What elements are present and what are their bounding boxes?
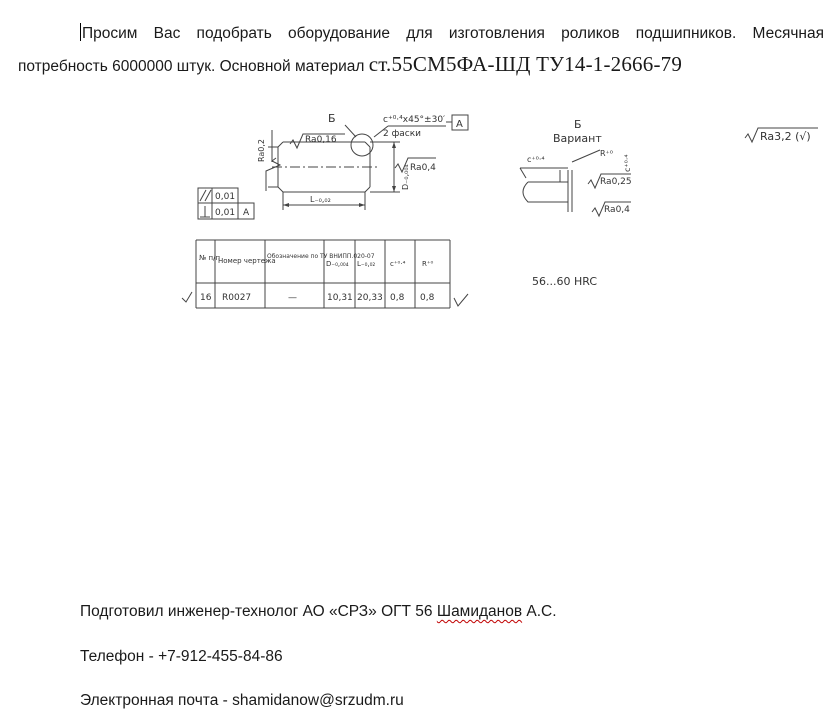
request-line-2 bbox=[18, 52, 683, 76]
general-roughness: Ra3,2 (√) bbox=[760, 130, 811, 143]
tolerance-datum: A bbox=[243, 208, 250, 218]
table-header-l: L₋₀,₀₂ bbox=[357, 260, 376, 268]
roughness-small: Ra0,2 bbox=[257, 138, 266, 162]
prepared-by-name: Шамиданов bbox=[436, 603, 523, 620]
table-header-number: № п/п bbox=[199, 254, 221, 262]
variant-label: Вариант bbox=[553, 132, 602, 145]
callout-b: Б bbox=[328, 112, 336, 125]
prepared-by-initials: А.С. bbox=[522, 603, 557, 620]
table-cell-l: 20,33 bbox=[357, 293, 383, 303]
table-cell-designation: — bbox=[288, 293, 297, 303]
roller-technical-drawing bbox=[160, 100, 811, 315]
hardness: 56...60 HRC bbox=[532, 275, 598, 288]
table-header-d: D₋₀,₀₀₄ bbox=[326, 260, 349, 268]
material-grade: ст.55СМ5ФА-ШД ТУ14-1-2666-79 bbox=[368, 52, 683, 76]
request-line-2-text: потребность 6000000 штук. Основной материал bbox=[18, 58, 365, 75]
diameter-label: D₋₀,₀₀₄ bbox=[401, 164, 410, 190]
tolerance-perpendicular: 0,01 bbox=[215, 208, 236, 218]
table-cell-c: 0,8 bbox=[390, 293, 405, 303]
variant-c2: c⁺⁰·⁴ bbox=[623, 154, 632, 172]
variant-ra1: Ra0,25 bbox=[600, 177, 632, 187]
prepared-by bbox=[80, 603, 557, 621]
roller-side-view bbox=[266, 115, 468, 210]
prepared-by-text: Подготовил инженер-технолог АО «СРЗ» ОГТ 56 bbox=[80, 603, 433, 620]
chamfer-count: 2 фаски bbox=[383, 129, 422, 139]
table-cell-drawing: R0027 bbox=[222, 293, 252, 303]
table-header-r: R⁺⁰ bbox=[422, 260, 434, 268]
roughness-end: Ra0,16 bbox=[305, 135, 337, 145]
chamfer-note: c⁺⁰·⁴x45°±30′ bbox=[383, 115, 446, 125]
variant-b: Б bbox=[574, 118, 582, 131]
tolerance-parallel: 0,01 bbox=[215, 192, 236, 202]
variant-c: c⁺⁰·⁴ bbox=[527, 155, 545, 164]
phone-line: Телефон - +7-912-455-84-86 bbox=[80, 648, 283, 665]
table-header-drawing: Номер чертежа bbox=[218, 257, 276, 265]
table-cell-number: 16 bbox=[200, 293, 212, 303]
email-line: Электронная почта - shamidanow@srzudm.ru bbox=[80, 692, 404, 709]
length-label: L₋₀,₀₂ bbox=[310, 195, 331, 204]
table-cell-r: 0,8 bbox=[420, 293, 435, 303]
request-line-1 bbox=[18, 19, 824, 49]
table-header-c: c⁺⁰·⁴ bbox=[390, 260, 406, 268]
roughness-side: Ra0,4 bbox=[410, 163, 436, 173]
datum-a: A bbox=[456, 119, 463, 130]
table-header-designation: Обозначение по ТУ ВНИПП.020-07 bbox=[267, 253, 375, 260]
table-cell-d: 10,31 bbox=[327, 293, 353, 303]
variant-r: R⁺⁰ bbox=[600, 149, 613, 158]
request-line-1-text: Просим Вас подобрать оборудование для изготовления роликов подшипников. Месячная bbox=[82, 25, 824, 42]
variant-ra2: Ra0,4 bbox=[604, 205, 630, 215]
text-cursor bbox=[80, 23, 81, 41]
request-paragraph bbox=[18, 19, 824, 82]
